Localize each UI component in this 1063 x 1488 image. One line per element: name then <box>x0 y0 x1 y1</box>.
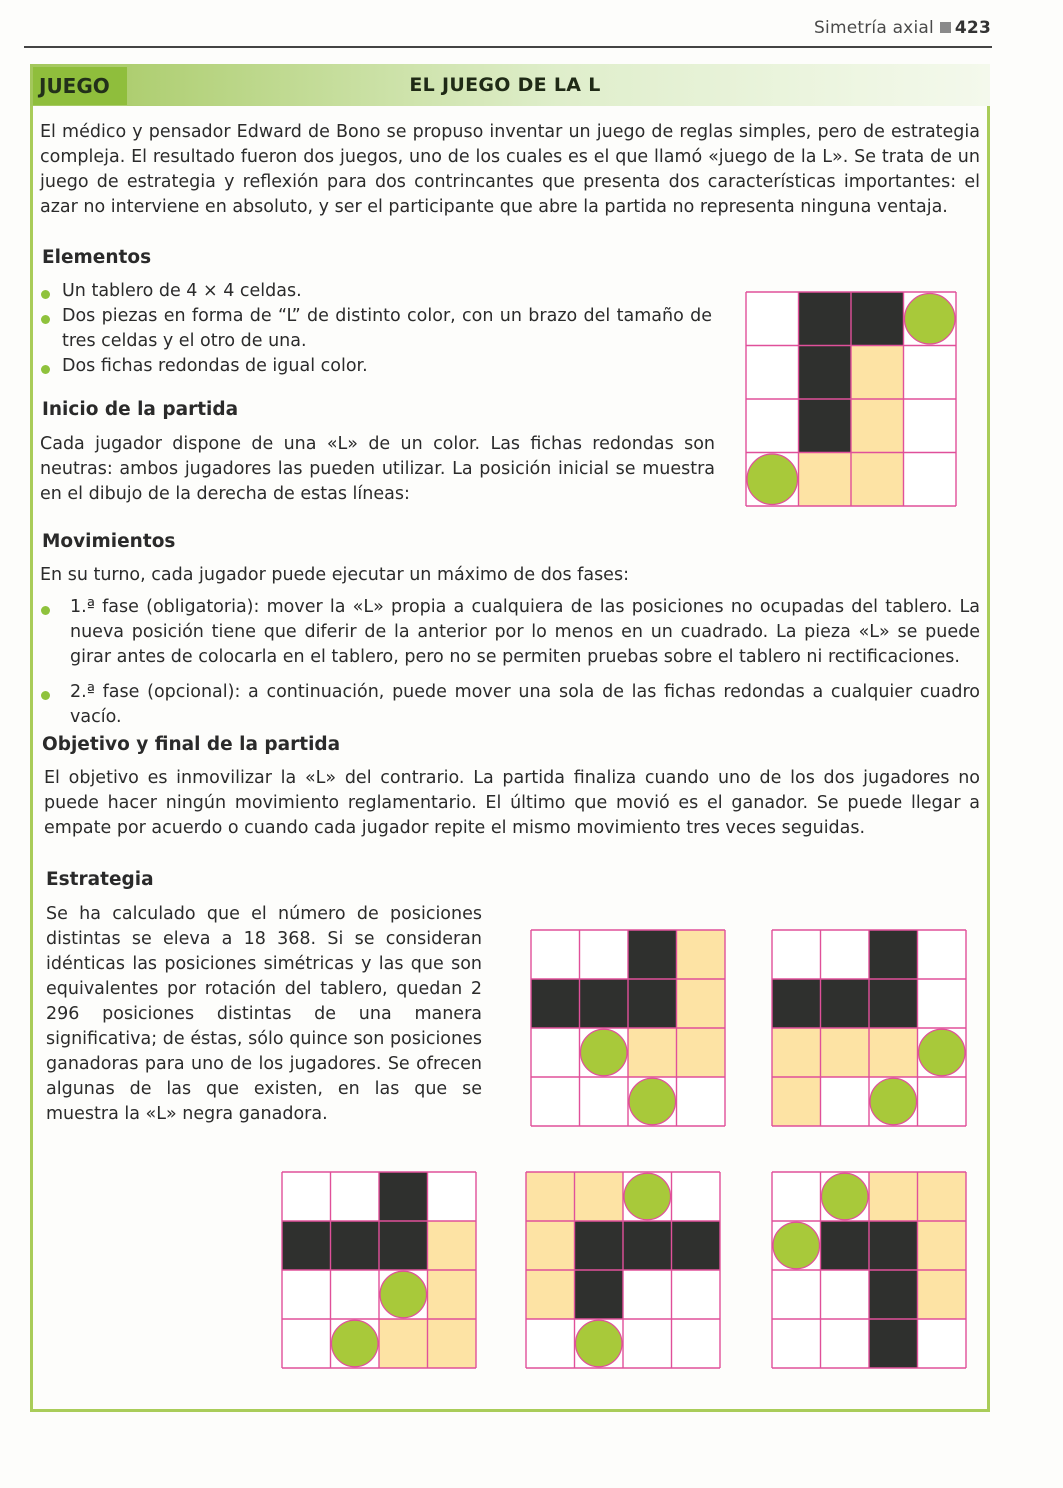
yellow-l-cell <box>869 1172 918 1221</box>
yellow-l-cell <box>772 1077 821 1126</box>
round-token <box>747 454 798 505</box>
bullet-dot-icon <box>41 290 50 299</box>
round-token <box>822 1173 869 1220</box>
black-l-cell <box>282 1221 331 1270</box>
estrategia-heading: Estrategia <box>46 869 154 890</box>
black-l-cell <box>869 1221 918 1270</box>
yellow-l-cell <box>918 1270 967 1319</box>
yellow-l-cell <box>918 1172 967 1221</box>
inicio-paragraph: Cada jugador dispone de una «L» de un color. Las fichas redondas son neutras: ambos jugadores las pueden utilizar. La posición inicial se muestra en el dibujo de la derecha de estas líneas: <box>40 434 715 504</box>
bullet-dot-icon <box>41 315 50 324</box>
black-l-cell <box>331 1221 380 1270</box>
yellow-l-cell <box>851 399 904 453</box>
elementos-heading: Elementos <box>42 247 152 268</box>
black-l-cell <box>799 346 852 400</box>
black-l-cell <box>869 979 918 1028</box>
board-winning-position-5 <box>770 1170 968 1370</box>
yellow-l-cell <box>821 1028 870 1077</box>
round-token <box>870 1078 917 1125</box>
movimientos-item: 2.ª fase (opcional): a continuación, puede mover una sola de las fichas redondas a cualquier cuadro vacío. <box>70 682 980 727</box>
board-winning-position-2 <box>770 928 968 1128</box>
yellow-l-cell <box>428 1221 477 1270</box>
black-l-cell <box>580 979 629 1028</box>
square-bullet-icon <box>940 22 951 33</box>
black-l-cell <box>628 930 677 979</box>
bullet-dot-icon <box>41 365 50 374</box>
round-token <box>581 1029 628 1076</box>
black-l-cell <box>379 1221 428 1270</box>
elementos-item: Dos piezas en forma de “L” de distinto color, con un brazo del tamaño de tres celdas y el otro de una. <box>62 306 712 351</box>
black-l-cell <box>799 292 852 346</box>
elementos-item: Un tablero de 4 × 4 celdas. <box>62 281 302 301</box>
black-l-cell <box>575 1221 624 1270</box>
black-l-cell <box>851 292 904 346</box>
round-token <box>905 294 956 345</box>
section-name: Simetría axial <box>814 18 934 38</box>
running-header <box>814 18 991 38</box>
game-tag: JUEGO <box>33 67 127 105</box>
black-l-cell <box>575 1270 624 1319</box>
yellow-l-cell <box>628 1028 677 1077</box>
yellow-l-cell <box>526 1172 575 1221</box>
board-winning-position-3 <box>280 1170 478 1370</box>
yellow-l-cell <box>677 930 726 979</box>
objetivo-heading: Objetivo y final de la partida <box>42 734 341 755</box>
movimientos-intro: En su turno, cada jugador puede ejecutar un máximo de dos fases: <box>40 565 629 585</box>
yellow-l-cell <box>799 453 852 507</box>
yellow-l-cell <box>428 1319 477 1368</box>
black-l-cell <box>531 979 580 1028</box>
black-l-cell <box>623 1221 672 1270</box>
round-token <box>380 1271 427 1318</box>
round-token <box>773 1222 820 1269</box>
board-winning-position-4 <box>524 1170 722 1370</box>
yellow-l-cell <box>575 1172 624 1221</box>
yellow-l-cell <box>379 1319 428 1368</box>
bullet-dot-icon <box>41 606 50 615</box>
intro-paragraph: El médico y pensador Edward de Bono se propuso inventar un juego de reglas simples, pero de estrategia compleja. El resultado fueron dos juegos, uno de los cuales es el que llamó «juego de la L». Se trata de un juego de estrategia y reflexión para dos contrincantes que presenta dos características importantes: el azar no interviene en absoluto, y ser el participante que abre la partida no representa ninguna ventaja. <box>40 122 980 217</box>
round-token <box>919 1029 966 1076</box>
board-winning-position-1 <box>529 928 727 1128</box>
round-token <box>332 1320 379 1367</box>
black-l-cell <box>821 979 870 1028</box>
bullet-dot-icon <box>41 691 50 700</box>
yellow-l-cell <box>428 1270 477 1319</box>
movimientos-item: 1.ª fase (obligatoria): mover la «L» propia a cualquiera de las posiciones no ocupadas del tablero. La nueva posición tiene que diferir de la anterior por lo menos en un cuadrado. La pieza «L» se puede girar antes de colocarla en el tablero, pero no se permiten pruebas sobre el tablero ni rectificaciones. <box>70 597 980 667</box>
inicio-heading: Inicio de la partida <box>42 399 239 420</box>
round-token <box>629 1078 676 1125</box>
black-l-cell <box>869 930 918 979</box>
board-initial-position <box>744 290 958 508</box>
movimientos-heading: Movimientos <box>42 531 176 552</box>
black-l-cell <box>869 1270 918 1319</box>
page-number: 423 <box>954 18 991 38</box>
yellow-l-cell <box>526 1221 575 1270</box>
game-title: EL JUEGO DE LA L <box>409 74 601 96</box>
black-l-cell <box>869 1319 918 1368</box>
yellow-l-cell <box>677 1028 726 1077</box>
black-l-cell <box>628 979 677 1028</box>
round-token <box>624 1173 671 1220</box>
estrategia-paragraph: Se ha calculado que el número de posiciones distintas se eleva a 18 368. Si se consideran idénticas las posiciones simétricas y las que son equivalentes por rotación del tablero, quedan 2 296 posiciones distintas de una manera significativa; de éstas, sólo quince son posiciones ganadoras para uno de los jugadores. Se ofrecen algunas de las que existen, en las que se muestra la «L» negra ganadora. <box>46 904 482 1124</box>
round-token <box>576 1320 623 1367</box>
black-l-cell <box>821 1221 870 1270</box>
yellow-l-cell <box>851 453 904 507</box>
black-l-cell <box>379 1172 428 1221</box>
yellow-l-cell <box>851 346 904 400</box>
objetivo-paragraph: El objetivo es inmovilizar la «L» del contrario. La partida finaliza cuando uno de los dos jugadores no puede hacer ningún movimiento reglamentario. El último que movió es el ganador. Se puede llegar a empate por acuerdo o cuando cada jugador repite el mismo movimiento tres veces seguidas. <box>44 768 980 838</box>
black-l-cell <box>799 399 852 453</box>
header-rule <box>24 46 992 48</box>
black-l-cell <box>772 979 821 1028</box>
black-l-cell <box>672 1221 721 1270</box>
yellow-l-cell <box>677 979 726 1028</box>
yellow-l-cell <box>869 1028 918 1077</box>
yellow-l-cell <box>526 1270 575 1319</box>
yellow-l-cell <box>918 1221 967 1270</box>
yellow-l-cell <box>772 1028 821 1077</box>
elementos-item: Dos fichas redondas de igual color. <box>62 356 368 376</box>
